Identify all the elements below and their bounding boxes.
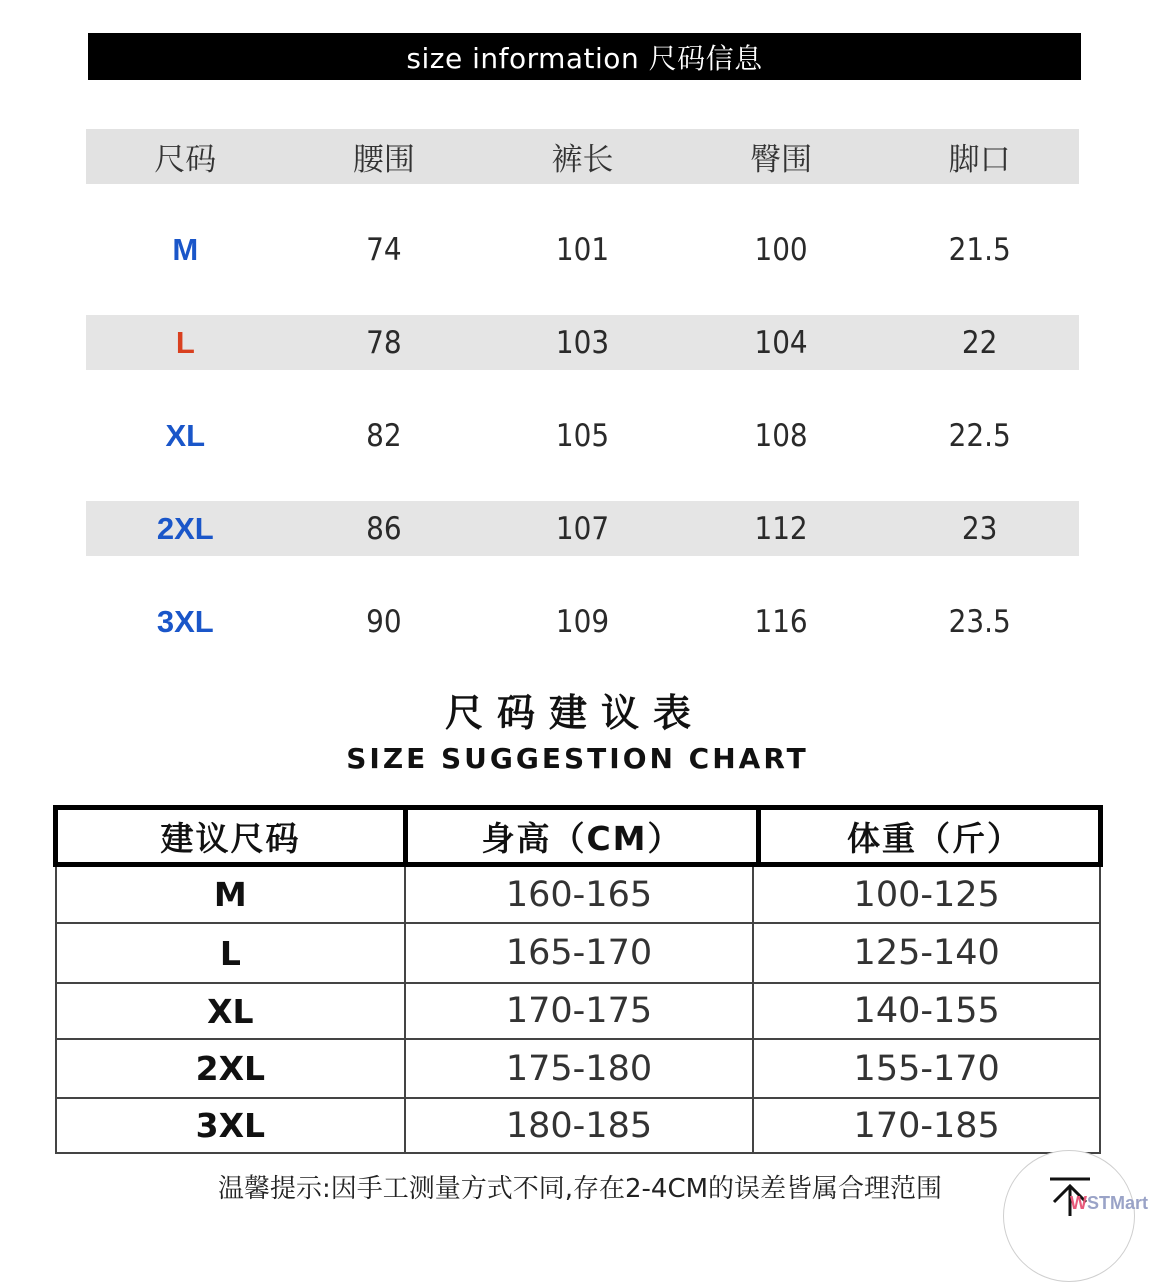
length-value: 109 [555,603,610,640]
suggestion-row [57,1040,1099,1099]
size-label: L [175,324,195,360]
suggestion-table [53,805,1103,1154]
hip-value: 104 [754,324,808,361]
suggestion-size: 3XL [195,1106,266,1145]
suggestion-title-cn: 尺码建议表 [444,691,705,735]
header-weight: 体重（斤） [756,810,1108,862]
suggestion-weight: 100-125 [752,867,1099,922]
hem-value: 21.5 [948,231,1011,268]
suggestion-height: 160-165 [404,867,753,922]
hem-value: 23.5 [948,603,1011,640]
suggestion-weight: 155-170 [752,1040,1099,1097]
size-table-row [86,408,1079,463]
size-label: XL [165,417,206,453]
size-table-row [86,222,1079,277]
hip-value: 112 [754,510,808,547]
size-table-row [86,501,1079,556]
waist-value: 86 [366,510,402,547]
size-table [86,129,1079,687]
size-label: M [172,231,199,267]
suggestion-title-en: SIZE SUGGESTION CHART [346,742,809,775]
suggestion-row [57,984,1099,1040]
size-table-header [86,129,1079,184]
hem-value: 22.5 [948,417,1011,454]
header-hem: 脚口 [948,142,1011,178]
hip-value: 116 [754,603,808,640]
suggestion-row [57,1099,1099,1154]
header-waist: 腰围 [352,142,415,178]
suggestion-size: XL [207,991,254,1031]
size-table-row [86,594,1079,649]
waist-value: 78 [366,324,402,361]
waist-value: 90 [366,603,402,640]
watermark-logo: WSTMart [1070,1193,1149,1213]
suggestion-height: 175-180 [404,1040,753,1097]
suggestion-weight: 170-185 [752,1099,1099,1152]
length-value: 101 [555,231,610,268]
banner-title: size information 尺码信息 [406,41,763,75]
hip-value: 100 [754,231,808,268]
suggestion-row [57,867,1099,924]
size-label: 3XL [156,603,214,639]
suggestion-height: 165-170 [404,924,753,982]
header-size: 尺码 [154,142,217,178]
suggestion-table-body [55,867,1101,1154]
hem-value: 23 [961,510,998,547]
length-value: 107 [555,510,610,547]
header-hip: 臀围 [750,142,813,178]
suggestion-row [57,924,1099,984]
length-value: 105 [555,417,610,454]
suggestion-size: M [213,875,247,914]
waist-value: 74 [366,231,402,268]
header-recommended-size: 建议尺码 [160,818,301,858]
hem-value: 22 [961,324,998,361]
suggestion-weight: 125-140 [752,924,1099,982]
suggestion-size: 2XL [195,1049,266,1088]
suggestion-height: 170-175 [404,984,753,1038]
suggestion-height: 180-185 [404,1099,753,1152]
length-value: 103 [555,324,610,361]
size-label: 2XL [156,510,214,546]
size-info-banner [88,33,1081,80]
back-to-top-button[interactable] [1003,1150,1135,1282]
measurement-note: 温馨提示:因手工测量方式不同,存在2-4CM的误差皆属合理范围 [217,1174,943,1204]
header-height: 身高（CM） [403,810,756,862]
waist-value: 82 [366,417,402,454]
size-table-row [86,315,1079,370]
header-length: 裤长 [551,142,614,178]
suggestion-size: L [219,933,241,973]
suggestion-weight: 140-155 [752,984,1099,1038]
suggestion-table-header [53,805,1103,867]
hip-value: 108 [754,417,808,454]
